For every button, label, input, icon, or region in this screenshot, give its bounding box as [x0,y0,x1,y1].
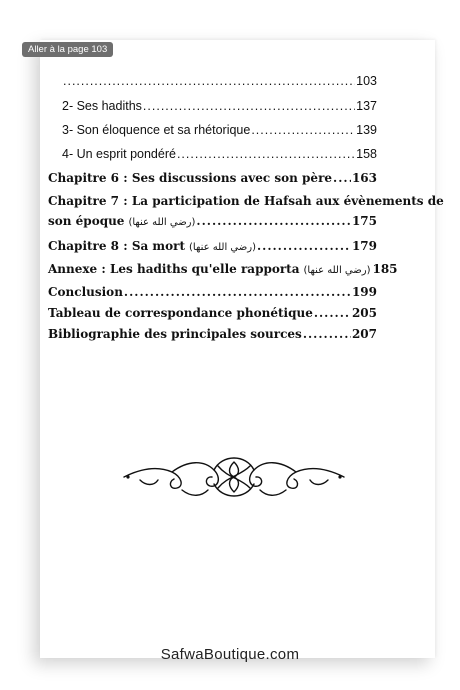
honorific-text: (رضي الله عنها) [189,242,256,253]
toc-entry-page: 163 [351,171,377,185]
toc-entry-chapter-7-line-1[interactable] [48,194,444,208]
toc-entry-page: 205 [351,306,377,320]
page-link-tooltip[interactable]: Aller à la page 103 [22,42,113,57]
honorific-text: (رضي الله عنها) [303,265,371,276]
toc-entry-label: 3- Son éloquence et sa rhétorique [62,123,251,137]
toc-entry-chapter-6[interactable] [48,171,377,185]
leader-dots [63,74,355,88]
toc-entry-label: Annexe : Les hadiths qu'elle rapporta [48,262,300,276]
toc-entry-chapter-7-line-2[interactable] [48,214,377,228]
leader-dots [143,99,355,113]
leader-dots [314,306,351,320]
watermark-footer: SafwaBoutique.com [160,646,300,663]
honorific-text: (رضي الله عنها) [128,217,196,228]
book-page [40,40,444,658]
toc-entry-label: Chapitre 8 : Sa mort [48,239,185,253]
toc-entry-label: Conclusion [48,285,123,299]
toc-entry-label: Chapitre 7 : La participation de Hafsah aux évènements de [48,194,444,208]
toc-entry-tableau[interactable] [48,306,377,320]
toc-entry-page: 199 [351,285,377,299]
toc-entry-label: 2- Ses hadiths [62,99,142,113]
toc-entry-page: 158 [356,147,377,161]
leader-dots [177,147,355,161]
toc-entry-page: 139 [356,123,377,137]
toc-entry-chapter-8[interactable] [48,239,377,253]
toc-entry-page: 175 [351,214,377,228]
toc-entry-label: Chapitre 6 : Ses discussions avec son père [48,171,333,185]
toc-entry-sub-4[interactable] [62,147,377,161]
toc-entry-bibliographie[interactable] [48,327,377,341]
toc-entry-conclusion[interactable] [48,285,377,299]
toc-entry-label: 4- Un esprit pondéré [62,147,176,161]
toc-entry-page: 137 [356,99,377,113]
toc-entry-label: Tableau de correspondance phonétique [48,306,313,320]
leader-dots [333,171,351,185]
leader-dots [251,123,355,137]
ornament-divider-icon [122,442,346,512]
toc-entry-page: 103 [356,74,377,88]
leader-dots [124,285,351,299]
toc-entry-page: 185 [372,262,398,276]
leader-dots [196,214,351,228]
toc-entry-sub-2[interactable] [62,99,377,113]
leader-dots [303,327,351,341]
toc-entry-label: son époque [48,214,125,228]
toc-entry-annexe[interactable] [48,262,398,276]
leader-dots [257,239,351,253]
toc-entry-label: Bibliographie des principales sources [48,327,302,341]
toc-entry-page: 207 [351,327,377,341]
toc-entry-sub-1[interactable] [62,74,377,88]
toc-entry-sub-3[interactable] [62,123,377,137]
toc-entry-page: 179 [351,239,377,253]
